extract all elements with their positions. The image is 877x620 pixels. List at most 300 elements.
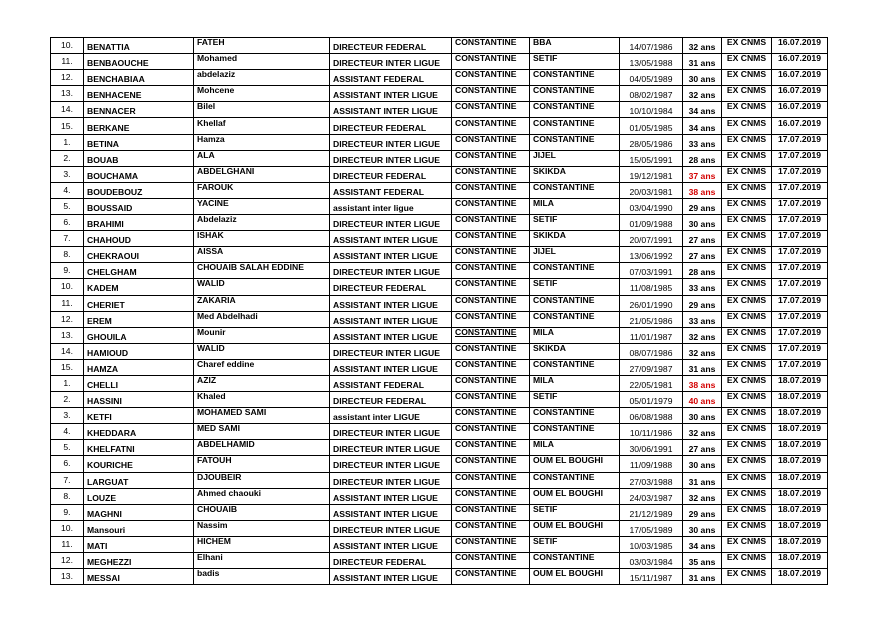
birth-date-cell bbox=[620, 134, 683, 150]
role-cell bbox=[330, 198, 452, 214]
first-name-cell bbox=[194, 86, 330, 102]
last-name-cell bbox=[84, 166, 194, 182]
birth-date: 07/03/1991 bbox=[629, 267, 673, 278]
status: EX CNMS bbox=[726, 182, 767, 192]
table-row bbox=[51, 182, 828, 198]
first-name: Mohamed bbox=[197, 53, 238, 64]
wilaya: CONSTANTINE bbox=[455, 37, 517, 48]
role-cell bbox=[330, 231, 452, 247]
session-date: 17.07.2019 bbox=[777, 230, 821, 241]
role: DIRECTEUR FEDERAL bbox=[333, 557, 427, 568]
role-cell bbox=[330, 392, 452, 408]
last-name: BRAHIMI bbox=[87, 219, 124, 230]
origin-cell bbox=[530, 118, 620, 134]
origin: SETIF bbox=[533, 391, 558, 402]
role-cell bbox=[330, 215, 452, 231]
origin-cell bbox=[530, 553, 620, 569]
origin-cell bbox=[530, 215, 620, 231]
origin: OUM EL BOUGHI bbox=[533, 488, 604, 498]
table-row bbox=[51, 70, 828, 86]
origin: SETIF bbox=[533, 278, 558, 289]
role-cell bbox=[330, 118, 452, 134]
row-number: 14. bbox=[61, 104, 73, 115]
origin: OUM EL BOUGHI bbox=[533, 455, 604, 466]
session-date: 18.07.2019 bbox=[777, 375, 821, 386]
status: EX CNMS bbox=[726, 53, 767, 64]
origin-cell bbox=[530, 504, 620, 520]
birth-date-cell bbox=[620, 359, 683, 375]
wilaya: CONSTANTINE bbox=[455, 278, 517, 289]
status-cell bbox=[722, 553, 772, 569]
role: DIRECTEUR FEDERAL bbox=[333, 42, 427, 53]
age-cell bbox=[683, 392, 722, 408]
session-date: 18.07.2019 bbox=[777, 407, 821, 418]
age: 28 ans bbox=[688, 154, 716, 165]
origin-cell bbox=[530, 456, 620, 472]
status: EX CNMS bbox=[726, 214, 767, 225]
first-name: ABDELGHANI bbox=[197, 166, 255, 176]
row-number-cell bbox=[51, 118, 84, 134]
table-row bbox=[51, 440, 828, 456]
session-date: 16.07.2019 bbox=[777, 117, 821, 128]
wilaya: CONSTANTINE bbox=[455, 182, 517, 192]
row-number-cell bbox=[51, 182, 84, 198]
first-name-cell bbox=[194, 520, 330, 536]
row-number-cell bbox=[51, 456, 84, 472]
birth-date-cell bbox=[620, 424, 683, 440]
wilaya-cell bbox=[452, 86, 530, 102]
session-date: 18.07.2019 bbox=[777, 439, 821, 450]
wilaya-cell bbox=[452, 102, 530, 118]
row-number: 4. bbox=[63, 184, 71, 195]
age-cell bbox=[683, 231, 722, 247]
wilaya-cell bbox=[452, 536, 530, 552]
age-cell bbox=[683, 327, 722, 343]
session-date-cell bbox=[772, 392, 828, 408]
session-date-cell bbox=[772, 118, 828, 134]
first-name-cell bbox=[194, 553, 330, 569]
role: assistant inter ligue bbox=[333, 202, 414, 213]
last-name-cell bbox=[84, 504, 194, 520]
wilaya: CONSTANTINE bbox=[455, 520, 517, 530]
last-name: KHELFATNI bbox=[87, 444, 135, 455]
origin-cell bbox=[530, 182, 620, 198]
status: EX CNMS bbox=[726, 407, 767, 418]
row-number: 9. bbox=[63, 506, 71, 517]
status: EX CNMS bbox=[726, 375, 767, 386]
row-number: 10. bbox=[61, 522, 73, 533]
status-cell bbox=[722, 295, 772, 311]
wilaya-cell bbox=[452, 392, 530, 408]
row-number-cell bbox=[51, 198, 84, 214]
session-date-cell bbox=[772, 520, 828, 536]
age: 30 ans bbox=[688, 412, 716, 423]
role: DIRECTEUR INTER LIGUE bbox=[333, 347, 440, 358]
age: 29 ans bbox=[688, 299, 716, 310]
row-number-cell bbox=[51, 263, 84, 279]
age: 38 ans bbox=[688, 380, 716, 391]
birth-date: 05/01/1979 bbox=[629, 396, 673, 407]
session-date-cell bbox=[772, 553, 828, 569]
first-name: ISHAK bbox=[197, 230, 224, 241]
last-name: Mansouri bbox=[87, 524, 126, 535]
role: DIRECTEUR INTER LIGUE bbox=[333, 428, 440, 439]
session-date: 16.07.2019 bbox=[777, 101, 821, 112]
age-cell bbox=[683, 134, 722, 150]
wilaya: CONSTANTINE bbox=[455, 246, 517, 257]
session-date: 17.07.2019 bbox=[777, 343, 821, 353]
origin: CONSTANTINE bbox=[533, 262, 595, 273]
role-cell bbox=[330, 343, 452, 359]
table-row bbox=[51, 553, 828, 569]
origin: CONSTANTINE bbox=[533, 134, 595, 144]
row-number-cell bbox=[51, 375, 84, 391]
origin: JIJEL bbox=[533, 150, 556, 160]
wilaya: CONSTANTINE bbox=[455, 295, 517, 305]
status-cell bbox=[722, 456, 772, 472]
origin-cell bbox=[530, 263, 620, 279]
session-date-cell bbox=[772, 102, 828, 118]
wilaya: CONSTANTINE bbox=[455, 536, 517, 546]
age: 27 ans bbox=[688, 444, 716, 455]
status-cell bbox=[722, 520, 772, 536]
wilaya: CONSTANTINE bbox=[455, 214, 517, 225]
row-number: 14. bbox=[61, 345, 73, 356]
age: 38 ans bbox=[688, 186, 716, 197]
birth-date-cell bbox=[620, 263, 683, 279]
age-cell bbox=[683, 569, 722, 585]
age: 32 ans bbox=[688, 90, 716, 101]
birth-date: 15/11/1987 bbox=[629, 573, 673, 584]
last-name: BOUDEBOUZ bbox=[87, 186, 143, 197]
row-number: 6. bbox=[63, 217, 71, 228]
table-row bbox=[51, 166, 828, 182]
first-name-cell bbox=[194, 166, 330, 182]
origin: MILA bbox=[533, 198, 555, 208]
birth-date-cell bbox=[620, 392, 683, 408]
table-row bbox=[51, 38, 828, 54]
first-name: Khaled bbox=[197, 391, 226, 402]
wilaya: CONSTANTINE bbox=[455, 455, 517, 466]
last-name: MEGHEZZI bbox=[87, 557, 132, 568]
role-cell bbox=[330, 263, 452, 279]
session-date-cell bbox=[772, 408, 828, 424]
wilaya-cell bbox=[452, 198, 530, 214]
row-number: 7. bbox=[63, 233, 71, 244]
session-date: 18.07.2019 bbox=[777, 455, 821, 466]
session-date: 18.07.2019 bbox=[777, 488, 821, 498]
session-date-cell bbox=[772, 263, 828, 279]
wilaya-cell bbox=[452, 504, 530, 520]
birth-date-cell bbox=[620, 456, 683, 472]
table-row bbox=[51, 359, 828, 375]
origin-cell bbox=[530, 520, 620, 536]
origin-cell bbox=[530, 536, 620, 552]
birth-date: 01/09/1988 bbox=[629, 219, 673, 230]
row-number-cell bbox=[51, 553, 84, 569]
age: 32 ans bbox=[688, 428, 716, 439]
last-name-cell bbox=[84, 392, 194, 408]
status-cell bbox=[722, 392, 772, 408]
birth-date: 03/04/1990 bbox=[629, 202, 673, 213]
status-cell bbox=[722, 488, 772, 504]
age-cell bbox=[683, 375, 722, 391]
role: DIRECTEUR INTER LIGUE bbox=[333, 219, 440, 230]
birth-date: 21/05/1986 bbox=[629, 315, 673, 326]
origin-cell bbox=[530, 54, 620, 70]
origin-cell bbox=[530, 86, 620, 102]
role-cell bbox=[330, 456, 452, 472]
wilaya: CONSTANTINE bbox=[455, 69, 517, 80]
first-name: Mohcene bbox=[197, 85, 235, 96]
status: EX CNMS bbox=[726, 423, 767, 434]
last-name: MAGHNI bbox=[87, 508, 122, 519]
last-name-cell bbox=[84, 150, 194, 166]
origin: CONSTANTINE bbox=[533, 407, 595, 418]
session-date-cell bbox=[772, 86, 828, 102]
age-cell bbox=[683, 408, 722, 424]
status: EX CNMS bbox=[726, 150, 767, 160]
wilaya: CONSTANTINE bbox=[455, 407, 517, 418]
status: EX CNMS bbox=[726, 552, 767, 563]
role-cell bbox=[330, 247, 452, 263]
status-cell bbox=[722, 70, 772, 86]
status: EX CNMS bbox=[726, 85, 767, 96]
wilaya-cell bbox=[452, 247, 530, 263]
wilaya: CONSTANTINE bbox=[455, 198, 517, 208]
last-name-cell bbox=[84, 408, 194, 424]
origin: MILA bbox=[533, 375, 555, 386]
age-cell bbox=[683, 263, 722, 279]
last-name-cell bbox=[84, 295, 194, 311]
birth-date-cell bbox=[620, 569, 683, 585]
row-number-cell bbox=[51, 215, 84, 231]
birth-date-cell bbox=[620, 166, 683, 182]
origin-cell bbox=[530, 440, 620, 456]
status-cell bbox=[722, 182, 772, 198]
last-name-cell bbox=[84, 215, 194, 231]
wilaya: CONSTANTINE bbox=[455, 134, 517, 144]
role: ASSISTANT INTER LIGUE bbox=[333, 573, 438, 584]
wilaya-cell bbox=[452, 311, 530, 327]
row-number: 13. bbox=[61, 571, 73, 582]
last-name-cell bbox=[84, 198, 194, 214]
age-cell bbox=[683, 86, 722, 102]
age-cell bbox=[683, 311, 722, 327]
session-date: 18.07.2019 bbox=[777, 472, 821, 482]
wilaya-cell bbox=[452, 569, 530, 585]
age: 31 ans bbox=[688, 573, 716, 584]
origin: MILA bbox=[533, 327, 555, 337]
role-cell bbox=[330, 472, 452, 488]
role-cell bbox=[330, 504, 452, 520]
age: 30 ans bbox=[688, 219, 716, 230]
session-date: 18.07.2019 bbox=[777, 391, 821, 402]
wilaya-cell bbox=[452, 327, 530, 343]
origin-cell bbox=[530, 343, 620, 359]
last-name: BENBAOUCHE bbox=[87, 58, 149, 69]
session-date-cell bbox=[772, 359, 828, 375]
row-number: 13. bbox=[61, 88, 73, 99]
table-row bbox=[51, 311, 828, 327]
birth-date: 10/11/1986 bbox=[629, 428, 673, 439]
birth-date-cell bbox=[620, 198, 683, 214]
wilaya: CONSTANTINE bbox=[455, 311, 517, 321]
session-date-cell bbox=[772, 504, 828, 520]
wilaya-cell bbox=[452, 54, 530, 70]
age: 32 ans bbox=[688, 492, 716, 503]
row-number: 15. bbox=[61, 361, 73, 372]
row-number: 12. bbox=[61, 555, 73, 566]
first-name-cell bbox=[194, 311, 330, 327]
role-cell bbox=[330, 182, 452, 198]
session-date-cell bbox=[772, 472, 828, 488]
row-number: 8. bbox=[63, 490, 71, 501]
role: ASSISTANT INTER LIGUE bbox=[333, 363, 438, 374]
role-cell bbox=[330, 279, 452, 295]
last-name: LOUZE bbox=[87, 492, 117, 503]
role: DIRECTEUR FEDERAL bbox=[333, 396, 427, 407]
wilaya-cell bbox=[452, 166, 530, 182]
wilaya: CONSTANTINE bbox=[455, 343, 517, 353]
age-cell bbox=[683, 279, 722, 295]
first-name: Mounir bbox=[197, 327, 226, 337]
first-name: Nassim bbox=[197, 520, 228, 530]
role: DIRECTEUR FEDERAL bbox=[333, 170, 427, 181]
session-date: 17.07.2019 bbox=[777, 311, 821, 321]
birth-date-cell bbox=[620, 343, 683, 359]
age: 30 ans bbox=[688, 524, 716, 535]
role-cell bbox=[330, 424, 452, 440]
first-name: FATOUH bbox=[197, 455, 232, 466]
status-cell bbox=[722, 343, 772, 359]
age-cell bbox=[683, 150, 722, 166]
birth-date: 06/08/1988 bbox=[629, 412, 673, 423]
session-date: 17.07.2019 bbox=[777, 295, 821, 305]
origin-cell bbox=[530, 279, 620, 295]
row-number-cell bbox=[51, 392, 84, 408]
age-cell bbox=[683, 102, 722, 118]
age-cell bbox=[683, 70, 722, 86]
status-cell bbox=[722, 102, 772, 118]
last-name: BETINA bbox=[87, 138, 119, 149]
birth-date-cell bbox=[620, 536, 683, 552]
row-number: 2. bbox=[63, 152, 71, 163]
last-name: LARGUAT bbox=[87, 476, 129, 487]
row-number: 11. bbox=[61, 56, 73, 67]
first-name: FAROUK bbox=[197, 182, 234, 192]
last-name: BOUCHAMA bbox=[87, 170, 139, 181]
first-name-cell bbox=[194, 247, 330, 263]
first-name: AISSA bbox=[197, 246, 224, 257]
last-name-cell bbox=[84, 118, 194, 134]
age-cell bbox=[683, 198, 722, 214]
origin-cell bbox=[530, 472, 620, 488]
age: 40 ans bbox=[688, 396, 716, 407]
birth-date: 04/05/1989 bbox=[629, 74, 673, 85]
status-cell bbox=[722, 134, 772, 150]
origin: CONSTANTINE bbox=[533, 101, 595, 112]
status-cell bbox=[722, 408, 772, 424]
role-cell bbox=[330, 86, 452, 102]
birth-date-cell bbox=[620, 311, 683, 327]
age-cell bbox=[683, 38, 722, 54]
role-cell bbox=[330, 134, 452, 150]
first-name-cell bbox=[194, 134, 330, 150]
role-cell bbox=[330, 440, 452, 456]
age-cell bbox=[683, 295, 722, 311]
origin: SETIF bbox=[533, 536, 558, 546]
role: ASSISTANT INTER LIGUE bbox=[333, 508, 438, 519]
birth-date: 26/01/1990 bbox=[629, 299, 673, 310]
origin-cell bbox=[530, 327, 620, 343]
role-cell bbox=[330, 520, 452, 536]
last-name: KOURICHE bbox=[87, 460, 133, 471]
status: EX CNMS bbox=[726, 278, 767, 289]
session-date-cell bbox=[772, 375, 828, 391]
row-number: 10. bbox=[61, 40, 73, 51]
age: 32 ans bbox=[688, 42, 716, 53]
last-name: KHEDDARA bbox=[87, 428, 137, 439]
age: 32 ans bbox=[688, 331, 716, 342]
origin: CONSTANTINE bbox=[533, 552, 595, 563]
session-date: 17.07.2019 bbox=[777, 327, 821, 337]
birth-date: 22/05/1981 bbox=[629, 380, 673, 391]
role-cell bbox=[330, 150, 452, 166]
row-number-cell bbox=[51, 520, 84, 536]
birth-date-cell bbox=[620, 295, 683, 311]
role: ASSISTANT FEDERAL bbox=[333, 380, 425, 391]
age: 28 ans bbox=[688, 267, 716, 278]
session-date: 17.07.2019 bbox=[777, 166, 821, 176]
last-name: BERKANE bbox=[87, 122, 130, 133]
origin: CONSTANTINE bbox=[533, 117, 595, 128]
row-number-cell bbox=[51, 569, 84, 585]
birth-date-cell bbox=[620, 102, 683, 118]
wilaya: CONSTANTINE bbox=[455, 504, 517, 514]
last-name-cell bbox=[84, 38, 194, 54]
birth-date-cell bbox=[620, 182, 683, 198]
row-number: 11. bbox=[61, 297, 73, 308]
birth-date: 11/08/1985 bbox=[629, 283, 673, 294]
age: 34 ans bbox=[688, 106, 716, 117]
row-number-cell bbox=[51, 343, 84, 359]
origin: OUM EL BOUGHI bbox=[533, 568, 604, 579]
status-cell bbox=[722, 311, 772, 327]
age: 31 ans bbox=[688, 363, 716, 374]
role-cell bbox=[330, 54, 452, 70]
session-date: 18.07.2019 bbox=[777, 423, 821, 434]
wilaya-cell bbox=[452, 424, 530, 440]
status: EX CNMS bbox=[726, 262, 767, 273]
wilaya-cell bbox=[452, 279, 530, 295]
last-name: BENCHABIAA bbox=[87, 74, 145, 85]
birth-date: 19/12/1981 bbox=[629, 170, 673, 181]
status: EX CNMS bbox=[726, 488, 767, 498]
birth-date: 27/09/1987 bbox=[629, 363, 673, 374]
birth-date: 17/05/1989 bbox=[629, 524, 673, 535]
last-name: CHAHOUD bbox=[87, 235, 131, 246]
age: 37 ans bbox=[688, 170, 716, 181]
role-cell bbox=[330, 359, 452, 375]
last-name-cell bbox=[84, 375, 194, 391]
table-row bbox=[51, 472, 828, 488]
last-name-cell bbox=[84, 456, 194, 472]
first-name: Ahmed chaouki bbox=[197, 488, 261, 498]
row-number: 2. bbox=[63, 394, 71, 405]
birth-date-cell bbox=[620, 472, 683, 488]
session-date-cell bbox=[772, 182, 828, 198]
